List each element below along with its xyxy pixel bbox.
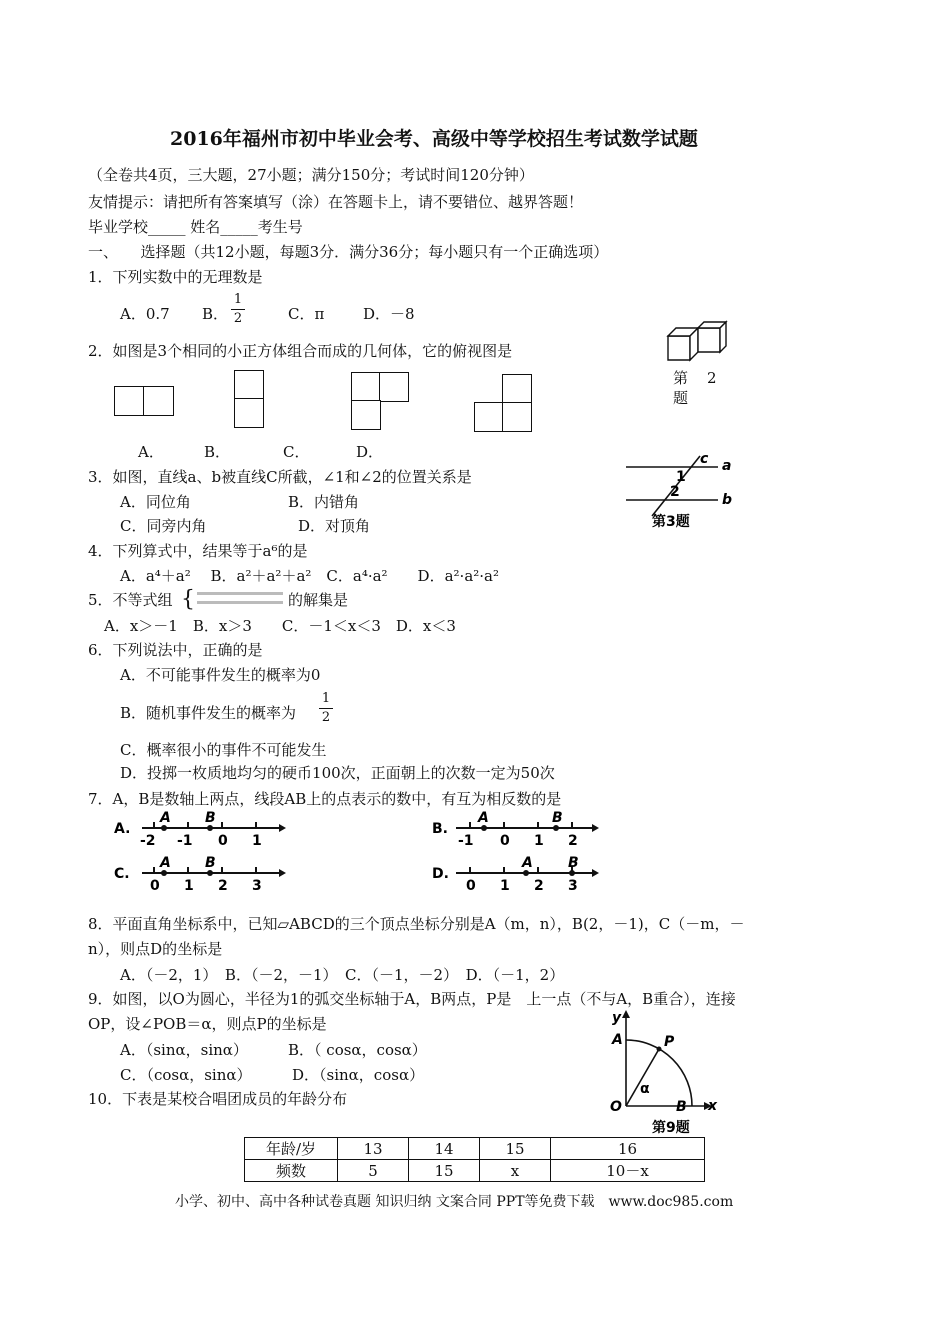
y-axis-label: y <box>612 1010 622 1026</box>
tick-label: 3 <box>568 878 578 894</box>
q2-option-d: D． <box>356 443 384 461</box>
q4-options: A．a⁴＋a² B．a²＋a²＋a² C．a⁴·a² D．a²·a²·a² <box>120 567 499 585</box>
tick-label: 0 <box>150 878 160 894</box>
q3-option-b: B．内错角 <box>288 493 360 511</box>
tick-label: 0 <box>466 878 476 894</box>
q7-line-a-label: A. <box>114 821 131 837</box>
q3-angle-2-label: 2 <box>670 484 680 500</box>
q6-option-c: C．概率很小的事件不可能发生 <box>120 741 327 759</box>
q3-line-a-label: a <box>722 458 732 474</box>
q3-figure <box>620 450 740 532</box>
q8-line-1: 8．平面直角坐标系中，已知▱ABCD的三个顶点坐标分别是A（m，n），B(2，－1)，C（－m，－ <box>88 915 745 933</box>
student-info-line: 毕业学校_____ 姓名_____考生号 <box>88 218 303 236</box>
q2-d-square-bottom-right <box>502 402 532 432</box>
q2-a-square-right <box>143 386 174 416</box>
cube-solid-figure <box>664 322 729 364</box>
q2-option-b: B． <box>204 443 231 461</box>
q9-figure <box>604 1010 729 1138</box>
table-cell: 年龄/岁 <box>245 1138 338 1160</box>
q3-option-c: C．同旁内角 <box>120 517 207 535</box>
q3-stem: 3．如图，直线a、b被直线C所截，∠1和∠2的位置关系是 <box>88 468 472 486</box>
q1-fraction <box>231 293 245 326</box>
point-a-label: A <box>478 810 489 826</box>
page-title: 2016年福州市初中毕业会考、高级中等学校招生考试数学试题 <box>170 128 698 150</box>
q4-stem: 4．下列算式中，结果等于a⁶的是 <box>88 542 308 560</box>
q5-inequality-system <box>181 587 286 611</box>
q2-fig-label-2: 2 <box>707 369 717 387</box>
angle-alpha-label: α <box>640 1081 650 1097</box>
q9-line-1: 9．如图，以O为圆心，半径为1的弧交坐标轴于A，B两点，P是 上一点（不与A，B重合），连接 <box>88 990 736 1008</box>
q9-caption: 第9题 <box>652 1120 690 1136</box>
fraction-numerator: 1 <box>233 292 243 307</box>
q3-option-d: D．对顶角 <box>298 517 371 535</box>
tick-label: 0 <box>218 833 228 849</box>
q7-number-line-a <box>114 810 284 850</box>
tick-label: 2 <box>568 833 578 849</box>
q2-stem: 2．如图是3个相同的小正方体组合而成的几何体，它的俯视图是 <box>88 342 513 360</box>
q7-number-line-b <box>432 810 602 850</box>
q5-stem-pre: 5．不等式组 <box>88 591 173 609</box>
tick-label: 1 <box>534 833 544 849</box>
q8-options: A．（－2，1） B．（－2，－1） C．（－1，－2） D．（－1，2） <box>120 966 565 984</box>
q3-angle-1-label: 1 <box>676 469 686 485</box>
q2-c-square-top-left <box>351 372 381 402</box>
tick-label: 0 <box>500 833 510 849</box>
tick-label: -2 <box>140 833 156 849</box>
table-row <box>245 1138 705 1160</box>
q9-option-c: C．（cosα，sinα） <box>120 1066 252 1084</box>
q3-line-b-label: b <box>722 492 733 508</box>
q7-number-line-d <box>432 855 602 895</box>
tick-label: 2 <box>534 878 544 894</box>
q2-a-square-left <box>114 386 145 416</box>
point-a-label: A <box>612 1032 623 1048</box>
q2-d-square-bottom-left <box>474 402 504 432</box>
point-a-label: A <box>160 855 171 871</box>
table-cell: 5 <box>338 1160 409 1182</box>
q7-line-b-label: B. <box>432 821 448 837</box>
q9-option-d: D．（sinα，cosα） <box>292 1066 425 1084</box>
page-footer: 小学、初中、高中各种试卷真题 知识归纳 文案合同 PPT等免费下载 www.doc985.com <box>175 1194 734 1210</box>
origin-label: O <box>610 1099 622 1115</box>
q7-line-d-label: D. <box>432 866 449 882</box>
age-distribution-table <box>244 1137 705 1182</box>
q5-stem-post: 的解集是 <box>288 591 349 609</box>
point-a-label: A <box>160 810 171 826</box>
q3-option-a: A．同位角 <box>120 493 191 511</box>
table-row <box>245 1160 705 1182</box>
q1-option-d: D．－8 <box>363 305 415 323</box>
section-heading: 一、 选择题（共12小题，每题3分．满分36分；每小题只有一个正确选项） <box>88 243 609 261</box>
fraction-denominator: 2 <box>321 710 331 725</box>
tick-label: 3 <box>252 878 262 894</box>
q1-stem: 1．下列实数中的无理数是 <box>88 268 263 286</box>
q2-c-square-bottom-left <box>351 400 381 430</box>
q9-option-a: A．（sinα，sinα） <box>120 1041 248 1059</box>
q5-options: A．x＞－1 B．x＞3 C．－1＜x＜3 D．x＜3 <box>104 617 456 635</box>
table-cell: 16 <box>551 1138 705 1160</box>
q8-line-2: n），则点D的坐标是 <box>88 940 223 958</box>
table-cell: 14 <box>409 1138 480 1160</box>
table-cell: 频数 <box>245 1160 338 1182</box>
q7-number-line-c <box>114 855 284 895</box>
table-cell: x <box>480 1160 551 1182</box>
q9-option-b: B．（ cosα，cosα） <box>288 1041 427 1059</box>
tick-label: -1 <box>458 833 474 849</box>
tick-label: -1 <box>177 833 193 849</box>
q2-fig-label-1: 第 <box>673 369 689 387</box>
q7-stem: 7．A，B是数轴上两点，线段AB上的点表示的数中，有互为相反数的是 <box>88 790 562 808</box>
tick-label: 1 <box>184 878 194 894</box>
q7-line-c-label: C. <box>114 866 130 882</box>
q2-b-square-bottom <box>234 398 264 428</box>
point-b-label: B <box>568 855 579 871</box>
tick-label: 1 <box>500 878 510 894</box>
q2-option-a: A． <box>138 443 164 461</box>
q3-line-c-label: c <box>700 451 709 467</box>
exam-info: （全卷共4页，三大题，27小题；满分150分；考试时间120分钟） <box>88 166 534 184</box>
point-a-label: A <box>522 855 533 871</box>
q9-line-2: OP，设∠POB＝α，则点P的坐标是 <box>88 1015 327 1033</box>
q6-fraction <box>319 692 333 725</box>
q6-option-a: A．不可能事件发生的概率为0 <box>120 666 321 684</box>
q2-d-square-top-right <box>502 374 532 404</box>
q6-option-b: B．随机事件发生的概率为 <box>120 704 297 722</box>
table-cell: 10－x <box>551 1160 705 1182</box>
q2-b-square-top <box>234 370 264 400</box>
point-b-label: B <box>552 810 563 826</box>
fraction-numerator: 1 <box>321 691 331 706</box>
q6-stem: 6．下列说法中，正确的是 <box>88 641 263 659</box>
q10-stem: 10．下表是某校合唱团成员的年龄分布 <box>88 1090 348 1108</box>
q2-fig-label-3: 题 <box>673 389 689 407</box>
tick-label: 1 <box>252 833 262 849</box>
q1-option-b: B． <box>202 305 229 323</box>
tick-label: 2 <box>218 878 228 894</box>
fraction-denominator: 2 <box>233 311 243 326</box>
q1-option-a: A．0.7 <box>120 305 170 323</box>
point-b-label: B <box>676 1099 687 1115</box>
x-axis-label: x <box>708 1098 718 1114</box>
point-p-label: P <box>664 1034 675 1050</box>
q1-option-c: C．π <box>288 305 325 323</box>
table-cell: 13 <box>338 1138 409 1160</box>
friendly-tip: 友情提示：请把所有答案填写（涂）在答题卡上，请不要错位、越界答题！ <box>88 193 584 211</box>
table-cell: 15 <box>409 1160 480 1182</box>
q6-option-d: D．投掷一枚质地均匀的硬币100次，正面朝上的次数一定为50次 <box>120 764 555 782</box>
point-b-label: B <box>205 810 216 826</box>
point-b-label: B <box>205 855 216 871</box>
brace-icon: { <box>181 587 195 612</box>
q2-c-square-top-right <box>379 372 409 402</box>
q3-caption: 第3题 <box>652 514 690 530</box>
q2-option-c: C． <box>283 443 310 461</box>
table-cell: 15 <box>480 1138 551 1160</box>
